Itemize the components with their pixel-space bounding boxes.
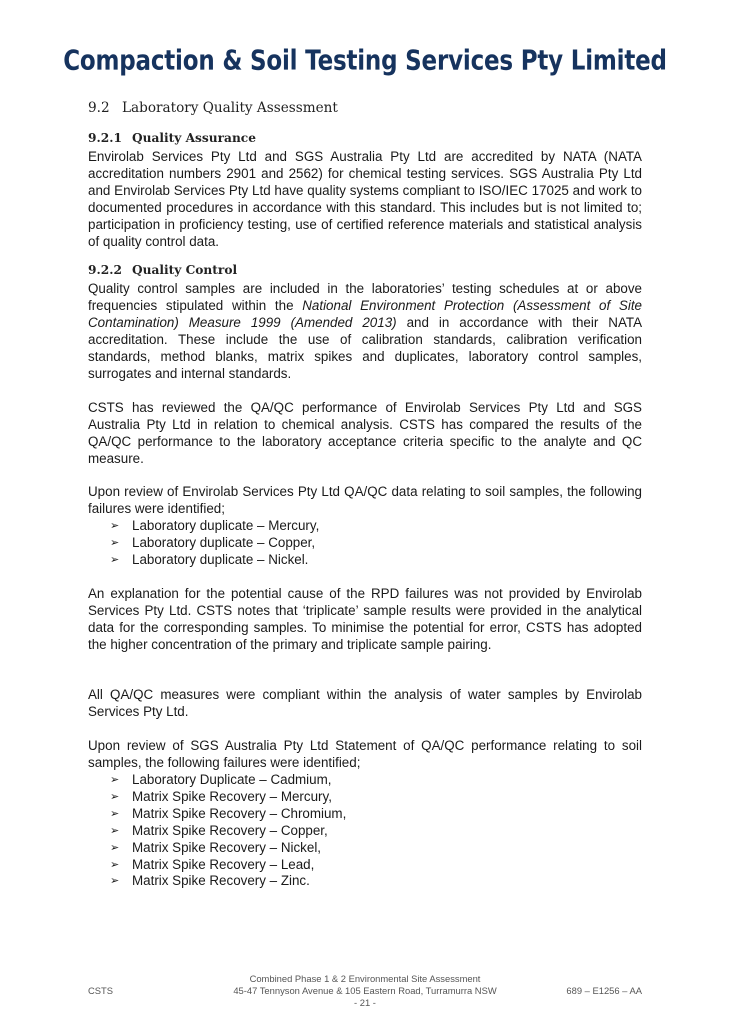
nepm-reference: National Environment Protection (Assessment of Site Contamination) Measure 1999 (Amended 2013) [88,297,642,330]
footer-address: 45-47 Tennyson Avenue & 105 Eastern Road, Turramurra NSW [233,985,497,996]
qa-paragraph: Envirolab Services Pty Ltd and SGS Australia Pty Ltd are accredited by NATA (NATA accreditation numbers 2901 and 2562) for chemical testing services. SGS Australia Pty Ltd and Envirolab Services Pty Ltd have quality systems compliant to ISO/IEC 17025 and work to documented procedures in accordance with this standard. This includes but is not limited to; participation in proficiency testing, use of certified reference materials and statistical analysis of quality control data. [88,149,642,249]
company-header: Compaction & Soil Testing Services Pty Limited [63,46,667,77]
arrow-bullet-icon: ➢ [110,790,120,803]
page-number: - 21 - [354,997,376,1008]
list-item: ➢ Laboratory Duplicate – Cadmium, [110,772,332,787]
section-number: 9.2 [88,100,110,116]
arrow-bullet-icon: ➢ [110,774,120,786]
arrow-bullet-icon: ➢ [110,807,120,820]
footer-project-title: Combined Phase 1 & 2 Environmental Site Assessment [249,973,481,984]
qc-heading [88,263,237,277]
qc-paragraph-5: All QA/QC measures were compliant within the analysis of water samples by Envirolab Services Pty Ltd. [88,687,642,719]
envirolab-failures-list [110,518,319,569]
qa-number: 9.2.1 [88,131,122,145]
list-item: ➢ Matrix Spike Recovery – Zinc. [110,873,310,889]
arrow-bullet-icon: ➢ [110,824,120,837]
list-item: ➢ Laboratory duplicate – Copper, [110,534,316,550]
footer-company: CSTS [88,985,114,996]
qa-title: Quality Assurance [132,131,256,145]
list-item: ➢ Matrix Spike Recovery – Nickel, [110,839,322,855]
list-item: ➢ Matrix Spike Recovery – Mercury, [110,788,332,804]
list-item: ➢ Matrix Spike Recovery – Chromium, [110,805,347,821]
qc-paragraph-3: Upon review of Envirolab Services Pty Ltd QA/QC data relating to soil samples, the following failures were identified; [88,484,642,516]
arrow-bullet-icon: ➢ [110,841,120,854]
arrow-bullet-icon: ➢ [110,536,120,549]
qa-heading [88,131,256,145]
list-item: ➢ Matrix Spike Recovery – Copper, [110,822,328,838]
list-item: ➢ Laboratory duplicate – Mercury, [110,518,320,533]
section-heading [88,100,338,116]
qc-paragraph-2: CSTS has reviewed the QA/QC performance of Envirolab Services Pty Ltd and SGS Australia Pty Ltd in relation to chemical analysis. CSTS has compared the results of the QA/QC performance to the laboratory acceptance criteria specific to the analyte and QC measure. [88,400,642,466]
footer-reference: 689 – E1256 – AA [566,985,642,996]
qc-paragraph-6: Upon review of SGS Australia Pty Ltd Statement of QA/QC performance relating to soil samples, the following failures were identified; [88,738,642,770]
qc-paragraph-1 [88,281,642,382]
arrow-bullet-icon: ➢ [110,858,120,871]
qc-title: Quality Control [132,263,238,277]
page-footer [88,973,642,1009]
section-title: Laboratory Quality Assessment [122,100,338,116]
arrow-bullet-icon: ➢ [110,875,120,888]
qc-p1-text-end: and in accordance with their NATA accreditation. These include the use of calibration standards, calibration verification standards, method blanks, matrix spikes and duplicates, laboratory control samples, surrogates and internal standards. [88,314,643,381]
qc-p1-text: Quality control samples are included in the laboratories’ testing schedules at or above frequencies stipulated within the [88,281,642,313]
arrow-bullet-icon: ➢ [110,553,120,566]
sgs-failures-list [110,772,346,890]
qc-paragraph-4: An explanation for the potential cause of the RPD failures was not provided by Envirolab Services Pty Ltd. CSTS notes that ‘triplicate’ sample results were provided in the analytical data for the corresponding samples. To minimise the potential for error, CSTS has adopted the higher concentration of the primary and triplicate sample pairing. [88,586,642,652]
arrow-bullet-icon: ➢ [110,520,120,532]
list-item: ➢ Matrix Spike Recovery – Lead, [110,856,315,872]
list-item: ➢ Laboratory duplicate – Nickel. [110,551,309,567]
qc-number: 9.2.2 [88,263,122,277]
